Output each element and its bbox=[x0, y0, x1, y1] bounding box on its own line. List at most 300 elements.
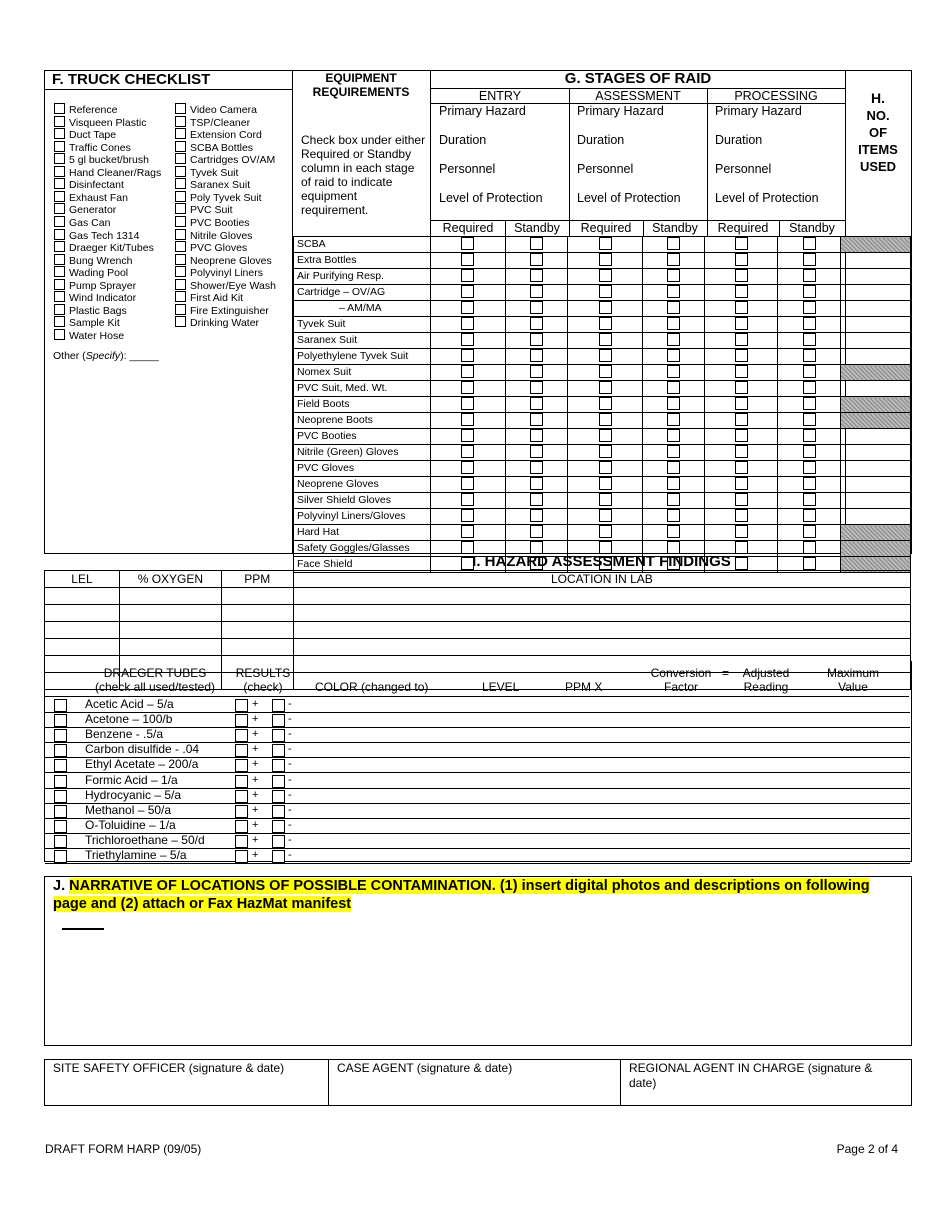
divider bbox=[707, 88, 708, 236]
checkbox[interactable] bbox=[735, 333, 748, 346]
checkbox[interactable] bbox=[667, 285, 680, 298]
checkbox[interactable] bbox=[175, 116, 186, 127]
checkbox[interactable] bbox=[54, 103, 65, 114]
result-positive-checkbox[interactable] bbox=[235, 729, 248, 742]
checkbox[interactable] bbox=[667, 477, 680, 490]
checkbox[interactable] bbox=[735, 429, 748, 442]
truck-checklist-item[interactable] bbox=[175, 279, 276, 292]
required-cell bbox=[705, 317, 778, 333]
plus-sign: + bbox=[252, 758, 259, 771]
checkbox[interactable] bbox=[530, 269, 543, 282]
hazard-cell[interactable] bbox=[119, 605, 221, 622]
stage-field[interactable]: Duration bbox=[577, 133, 625, 147]
result-negative-checkbox[interactable] bbox=[272, 729, 285, 742]
checkbox[interactable] bbox=[599, 269, 612, 282]
checkbox[interactable] bbox=[54, 178, 65, 189]
checkbox[interactable] bbox=[54, 316, 65, 327]
checkbox[interactable] bbox=[599, 333, 612, 346]
checkbox[interactable] bbox=[735, 301, 748, 314]
hazard-cell[interactable] bbox=[293, 588, 910, 605]
checkbox[interactable] bbox=[735, 461, 748, 474]
checkbox[interactable] bbox=[735, 525, 748, 538]
checkbox[interactable] bbox=[667, 349, 680, 362]
checkbox[interactable] bbox=[175, 216, 186, 227]
checkbox[interactable] bbox=[175, 203, 186, 214]
truck-checklist-item[interactable] bbox=[54, 266, 128, 279]
checkbox[interactable] bbox=[530, 477, 543, 490]
result-positive-checkbox[interactable] bbox=[235, 714, 248, 727]
result-positive-checkbox[interactable] bbox=[235, 805, 248, 818]
checkbox[interactable] bbox=[175, 316, 186, 327]
checkbox[interactable] bbox=[803, 445, 816, 458]
checkbox[interactable] bbox=[599, 509, 612, 522]
stage-field[interactable]: Primary Hazard bbox=[577, 104, 664, 118]
standby-cell bbox=[505, 397, 567, 413]
checkbox[interactable] bbox=[54, 216, 65, 227]
checkbox[interactable] bbox=[54, 759, 67, 772]
items-used-cell[interactable] bbox=[841, 381, 911, 397]
checkbox[interactable] bbox=[54, 304, 65, 315]
truck-checklist-item[interactable] bbox=[54, 166, 161, 179]
checkbox[interactable] bbox=[175, 153, 186, 164]
checkbox[interactable] bbox=[530, 525, 543, 538]
plus-sign: + bbox=[252, 713, 259, 726]
truck-checklist-item[interactable] bbox=[175, 153, 275, 166]
items-used-cell[interactable] bbox=[841, 525, 911, 541]
equipment-item-label: PVC Booties bbox=[294, 429, 431, 445]
checkbox[interactable] bbox=[667, 317, 680, 330]
checkbox[interactable] bbox=[803, 397, 816, 410]
checkbox[interactable] bbox=[599, 461, 612, 474]
hazard-cell[interactable] bbox=[45, 639, 120, 656]
checkbox[interactable] bbox=[599, 285, 612, 298]
checkbox[interactable] bbox=[461, 461, 474, 474]
checkbox[interactable] bbox=[803, 493, 816, 506]
checkbox[interactable] bbox=[735, 445, 748, 458]
checkbox[interactable] bbox=[54, 153, 65, 164]
checkbox[interactable] bbox=[599, 317, 612, 330]
items-used-cell[interactable] bbox=[841, 493, 911, 509]
checkbox[interactable] bbox=[599, 493, 612, 506]
items-used-cell[interactable] bbox=[841, 429, 911, 445]
checkbox[interactable] bbox=[461, 445, 474, 458]
items-used-cell[interactable] bbox=[841, 477, 911, 493]
checkbox[interactable] bbox=[735, 237, 748, 250]
items-used-cell[interactable] bbox=[841, 365, 911, 381]
checkbox[interactable] bbox=[175, 103, 186, 114]
checkbox[interactable] bbox=[54, 203, 65, 214]
hazard-cell[interactable] bbox=[221, 639, 293, 656]
checkbox[interactable] bbox=[175, 266, 186, 277]
stage-field[interactable]: Level of Protection bbox=[577, 191, 681, 205]
truck-checklist-item[interactable] bbox=[175, 103, 257, 116]
divider bbox=[505, 220, 506, 236]
result-negative-checkbox[interactable] bbox=[272, 835, 285, 848]
items-used-cell[interactable] bbox=[841, 269, 911, 285]
stage-field[interactable]: Primary Hazard bbox=[439, 104, 526, 118]
checkbox[interactable] bbox=[54, 835, 67, 848]
checkbox[interactable] bbox=[461, 477, 474, 490]
standby-header: Standby bbox=[652, 221, 698, 235]
checkbox[interactable] bbox=[54, 729, 67, 742]
stage-field[interactable]: Personnel bbox=[715, 162, 772, 176]
required-cell bbox=[430, 317, 505, 333]
checkbox[interactable] bbox=[175, 241, 186, 252]
result-positive-checkbox[interactable] bbox=[235, 835, 248, 848]
truck-checklist-item[interactable] bbox=[175, 241, 247, 254]
stage-field[interactable]: Personnel bbox=[577, 162, 634, 176]
hazard-col-location: LOCATION IN LAB bbox=[293, 571, 910, 588]
checkbox[interactable] bbox=[54, 241, 65, 252]
checkbox[interactable] bbox=[803, 349, 816, 362]
checkbox[interactable] bbox=[461, 429, 474, 442]
truck-checklist-item[interactable] bbox=[54, 304, 127, 317]
checkbox[interactable] bbox=[530, 285, 543, 298]
checkbox[interactable] bbox=[461, 285, 474, 298]
truck-checklist-item[interactable] bbox=[175, 178, 250, 191]
checkbox[interactable] bbox=[735, 413, 748, 426]
truck-checklist-item[interactable] bbox=[54, 216, 110, 229]
draeger-tube-row bbox=[45, 803, 910, 819]
checkbox[interactable] bbox=[54, 254, 65, 265]
result-positive-checkbox[interactable] bbox=[235, 699, 248, 712]
standby-cell bbox=[505, 429, 567, 445]
checkbox[interactable] bbox=[175, 128, 186, 139]
checkbox[interactable] bbox=[530, 349, 543, 362]
checkbox[interactable] bbox=[461, 317, 474, 330]
checkbox[interactable] bbox=[803, 509, 816, 522]
truck-checklist-item[interactable] bbox=[175, 254, 272, 267]
checkbox[interactable] bbox=[54, 229, 65, 240]
checkbox[interactable] bbox=[461, 493, 474, 506]
hazard-cell[interactable] bbox=[45, 588, 120, 605]
checkbox[interactable] bbox=[599, 301, 612, 314]
checkbox[interactable] bbox=[667, 237, 680, 250]
draeger-tube-row bbox=[45, 833, 910, 849]
checkbox[interactable] bbox=[599, 445, 612, 458]
truck-checklist-item[interactable] bbox=[54, 191, 128, 204]
result-negative-checkbox[interactable] bbox=[272, 759, 285, 772]
checkbox[interactable] bbox=[461, 237, 474, 250]
truck-checklist-item[interactable] bbox=[175, 191, 262, 204]
checkbox[interactable] bbox=[530, 429, 543, 442]
equipment-item-label: Hard Hat bbox=[294, 525, 431, 541]
hazard-cell[interactable] bbox=[221, 605, 293, 622]
checkbox[interactable] bbox=[735, 381, 748, 394]
checkbox[interactable] bbox=[175, 291, 186, 302]
hazard-cell[interactable] bbox=[293, 622, 910, 639]
result-positive-checkbox[interactable] bbox=[235, 744, 248, 757]
checkbox[interactable] bbox=[54, 850, 67, 863]
result-negative-checkbox[interactable] bbox=[272, 850, 285, 863]
checkbox[interactable] bbox=[530, 461, 543, 474]
checkbox[interactable] bbox=[54, 279, 65, 290]
truck-checklist-item[interactable] bbox=[54, 329, 124, 342]
standby-cell bbox=[643, 269, 705, 285]
checkbox[interactable] bbox=[667, 461, 680, 474]
checkbox[interactable] bbox=[461, 333, 474, 346]
checkbox[interactable] bbox=[175, 191, 186, 202]
standby-cell bbox=[505, 525, 567, 541]
items-used-cell[interactable] bbox=[841, 413, 911, 429]
items-used-cell[interactable] bbox=[841, 301, 911, 317]
checkbox[interactable] bbox=[461, 349, 474, 362]
hazard-cell[interactable] bbox=[119, 622, 221, 639]
items-used-cell[interactable] bbox=[841, 397, 911, 413]
truck-checklist-item[interactable] bbox=[175, 166, 238, 179]
checkbox[interactable] bbox=[461, 253, 474, 266]
checkbox[interactable] bbox=[803, 429, 816, 442]
checkbox[interactable] bbox=[735, 285, 748, 298]
result-positive-checkbox[interactable] bbox=[235, 820, 248, 833]
checkbox[interactable] bbox=[599, 381, 612, 394]
checkbox[interactable] bbox=[530, 333, 543, 346]
checkbox[interactable] bbox=[530, 365, 543, 378]
checkbox[interactable] bbox=[803, 333, 816, 346]
checkbox[interactable] bbox=[54, 141, 65, 152]
checkbox[interactable] bbox=[175, 254, 186, 265]
checkbox[interactable] bbox=[461, 301, 474, 314]
checkbox[interactable] bbox=[175, 279, 186, 290]
truck-checklist-item[interactable] bbox=[175, 304, 269, 317]
stage-field[interactable]: Primary Hazard bbox=[715, 104, 802, 118]
truck-checklist-item[interactable] bbox=[175, 128, 262, 141]
checkbox[interactable] bbox=[803, 525, 816, 538]
standby-cell bbox=[643, 301, 705, 317]
hazard-cell[interactable] bbox=[221, 588, 293, 605]
checkbox[interactable] bbox=[599, 237, 612, 250]
checkbox[interactable] bbox=[667, 445, 680, 458]
checkbox[interactable] bbox=[803, 461, 816, 474]
checkbox[interactable] bbox=[599, 477, 612, 490]
checkbox[interactable] bbox=[461, 397, 474, 410]
truck-checklist-item[interactable] bbox=[54, 153, 149, 166]
checkbox[interactable] bbox=[54, 191, 65, 202]
checkbox[interactable] bbox=[667, 269, 680, 282]
checkbox[interactable] bbox=[54, 744, 67, 757]
items-used-cell[interactable] bbox=[841, 285, 911, 301]
checkbox[interactable] bbox=[530, 397, 543, 410]
checkbox[interactable] bbox=[803, 381, 816, 394]
result-negative-checkbox[interactable] bbox=[272, 699, 285, 712]
checkbox[interactable] bbox=[175, 166, 186, 177]
checkbox[interactable] bbox=[599, 253, 612, 266]
checkbox[interactable] bbox=[530, 413, 543, 426]
checkbox[interactable] bbox=[54, 116, 65, 127]
checkbox[interactable] bbox=[54, 790, 67, 803]
truck-checklist-item[interactable] bbox=[54, 316, 120, 329]
stage-field[interactable]: Duration bbox=[439, 133, 487, 147]
truck-item-label: Polyvinyl Liners bbox=[190, 267, 263, 280]
narrative-input-line[interactable] bbox=[62, 928, 104, 930]
site-safety-officer-signature[interactable]: SITE SAFETY OFFICER (signature & date) bbox=[53, 1061, 285, 1075]
checkbox[interactable] bbox=[667, 397, 680, 410]
truck-checklist-item[interactable] bbox=[54, 203, 116, 216]
truck-checklist-item[interactable] bbox=[175, 229, 252, 242]
checkbox[interactable] bbox=[530, 445, 543, 458]
result-positive-checkbox[interactable] bbox=[235, 759, 248, 772]
checkbox[interactable] bbox=[735, 397, 748, 410]
checkbox[interactable] bbox=[530, 301, 543, 314]
result-negative-checkbox[interactable] bbox=[272, 820, 285, 833]
checkbox[interactable] bbox=[530, 493, 543, 506]
hazard-cell[interactable] bbox=[45, 622, 120, 639]
checkbox[interactable] bbox=[735, 349, 748, 362]
truck-checklist-item[interactable] bbox=[54, 116, 146, 129]
checkbox[interactable] bbox=[461, 269, 474, 282]
checkbox[interactable] bbox=[667, 365, 680, 378]
truck-checklist-item[interactable] bbox=[54, 229, 139, 242]
checkbox[interactable] bbox=[803, 365, 816, 378]
truck-checklist-item[interactable] bbox=[175, 116, 250, 129]
truck-checklist-item[interactable] bbox=[175, 316, 259, 329]
required-cell bbox=[567, 445, 643, 461]
hazard-cell[interactable] bbox=[45, 605, 120, 622]
checkbox[interactable] bbox=[599, 429, 612, 442]
result-negative-checkbox[interactable] bbox=[272, 744, 285, 757]
checkbox[interactable] bbox=[803, 413, 816, 426]
checkbox[interactable] bbox=[530, 237, 543, 250]
checkbox[interactable] bbox=[667, 509, 680, 522]
hazard-cell[interactable] bbox=[119, 588, 221, 605]
checkbox[interactable] bbox=[461, 365, 474, 378]
stage-field[interactable]: Level of Protection bbox=[715, 191, 819, 205]
equipment-item-label: Neoprene Boots bbox=[294, 413, 431, 429]
checkbox[interactable] bbox=[803, 269, 816, 282]
stage-field[interactable]: Level of Protection bbox=[439, 191, 543, 205]
checkbox[interactable] bbox=[803, 301, 816, 314]
checkbox[interactable] bbox=[54, 805, 67, 818]
checkbox[interactable] bbox=[530, 253, 543, 266]
checkbox[interactable] bbox=[803, 477, 816, 490]
checkbox[interactable] bbox=[735, 477, 748, 490]
hazard-cell[interactable] bbox=[119, 639, 221, 656]
result-positive-checkbox[interactable] bbox=[235, 850, 248, 863]
checkbox[interactable] bbox=[667, 413, 680, 426]
truck-checklist-title: F. TRUCK CHECKLIST bbox=[52, 71, 211, 88]
items-used-cell[interactable] bbox=[841, 317, 911, 333]
truck-checklist-item[interactable] bbox=[175, 141, 253, 154]
checkbox[interactable] bbox=[667, 525, 680, 538]
truck-checklist-item[interactable] bbox=[54, 279, 136, 292]
truck-checklist-item[interactable] bbox=[54, 103, 117, 116]
checkbox[interactable] bbox=[599, 397, 612, 410]
checkbox[interactable] bbox=[54, 775, 67, 788]
checkbox[interactable] bbox=[667, 301, 680, 314]
truck-checklist-item[interactable] bbox=[175, 203, 233, 216]
result-positive-checkbox[interactable] bbox=[235, 775, 248, 788]
checkbox[interactable] bbox=[175, 229, 186, 240]
checkbox[interactable] bbox=[54, 714, 67, 727]
required-cell bbox=[567, 509, 643, 525]
truck-checklist-item[interactable] bbox=[175, 291, 243, 304]
result-negative-checkbox[interactable] bbox=[272, 775, 285, 788]
stage-field[interactable]: Personnel bbox=[439, 162, 496, 176]
checkbox[interactable] bbox=[54, 820, 67, 833]
equipment-item-label: Polyethylene Tyvek Suit bbox=[294, 349, 431, 365]
checkbox[interactable] bbox=[54, 329, 65, 340]
checkbox[interactable] bbox=[803, 317, 816, 330]
hazard-cell[interactable] bbox=[221, 622, 293, 639]
checkbox[interactable] bbox=[803, 253, 816, 266]
checkbox[interactable] bbox=[735, 493, 748, 506]
equipment-row bbox=[294, 461, 911, 477]
truck-checklist-item[interactable] bbox=[54, 128, 116, 141]
checkbox[interactable] bbox=[530, 509, 543, 522]
truck-checklist-item[interactable] bbox=[175, 216, 250, 229]
checkbox[interactable] bbox=[54, 699, 67, 712]
checkbox[interactable] bbox=[461, 413, 474, 426]
result-positive-checkbox[interactable] bbox=[235, 790, 248, 803]
checkbox[interactable] bbox=[667, 429, 680, 442]
checkbox[interactable] bbox=[461, 509, 474, 522]
checkbox[interactable] bbox=[599, 525, 612, 538]
required-cell bbox=[430, 429, 505, 445]
items-used-cell[interactable] bbox=[841, 253, 911, 269]
checkbox[interactable] bbox=[803, 237, 816, 250]
checkbox[interactable] bbox=[530, 317, 543, 330]
items-used-cell[interactable] bbox=[841, 237, 911, 253]
hazard-row bbox=[45, 605, 911, 622]
checkbox[interactable] bbox=[667, 333, 680, 346]
items-used-cell[interactable] bbox=[841, 461, 911, 477]
items-used-cell[interactable] bbox=[841, 333, 911, 349]
truck-checklist-item[interactable] bbox=[54, 178, 124, 191]
checkbox[interactable] bbox=[175, 178, 186, 189]
hazard-cell[interactable] bbox=[293, 639, 910, 656]
result-negative-checkbox[interactable] bbox=[272, 790, 285, 803]
hazard-cell[interactable] bbox=[293, 605, 910, 622]
regional-agent-signature[interactable]: REGIONAL AGENT IN CHARGE (signature & date) bbox=[629, 1061, 873, 1090]
checkbox[interactable] bbox=[735, 317, 748, 330]
checkbox[interactable] bbox=[175, 304, 186, 315]
result-negative-checkbox[interactable] bbox=[272, 714, 285, 727]
truck-checklist-item[interactable] bbox=[54, 254, 132, 267]
checkbox[interactable] bbox=[54, 266, 65, 277]
checkbox[interactable] bbox=[54, 166, 65, 177]
checkbox[interactable] bbox=[54, 128, 65, 139]
items-used-cell[interactable] bbox=[841, 349, 911, 365]
checkbox[interactable] bbox=[667, 253, 680, 266]
items-used-line: H. bbox=[871, 90, 885, 106]
checkbox[interactable] bbox=[599, 365, 612, 378]
checkbox[interactable] bbox=[175, 141, 186, 152]
checkbox[interactable] bbox=[667, 381, 680, 394]
truck-checklist-item[interactable] bbox=[54, 241, 154, 254]
checkbox[interactable] bbox=[735, 509, 748, 522]
items-used-cell[interactable] bbox=[841, 445, 911, 461]
checkbox[interactable] bbox=[599, 413, 612, 426]
checkbox[interactable] bbox=[667, 493, 680, 506]
truck-checklist-item[interactable] bbox=[54, 291, 136, 304]
checkbox[interactable] bbox=[461, 525, 474, 538]
draeger-header-text: (check) bbox=[243, 680, 283, 694]
truck-checklist-item[interactable] bbox=[54, 141, 131, 154]
stage-field[interactable]: Duration bbox=[715, 133, 763, 147]
checkbox[interactable] bbox=[735, 253, 748, 266]
result-negative-checkbox[interactable] bbox=[272, 805, 285, 818]
checkbox[interactable] bbox=[803, 285, 816, 298]
case-agent-signature[interactable]: CASE AGENT (signature & date) bbox=[337, 1061, 513, 1075]
checkbox[interactable] bbox=[530, 381, 543, 394]
checkbox[interactable] bbox=[735, 269, 748, 282]
items-used-cell[interactable] bbox=[841, 509, 911, 525]
checkbox[interactable] bbox=[54, 291, 65, 302]
checkbox[interactable] bbox=[599, 349, 612, 362]
checkbox[interactable] bbox=[461, 381, 474, 394]
truck-checklist-item[interactable] bbox=[175, 266, 263, 279]
checkbox[interactable] bbox=[735, 365, 748, 378]
